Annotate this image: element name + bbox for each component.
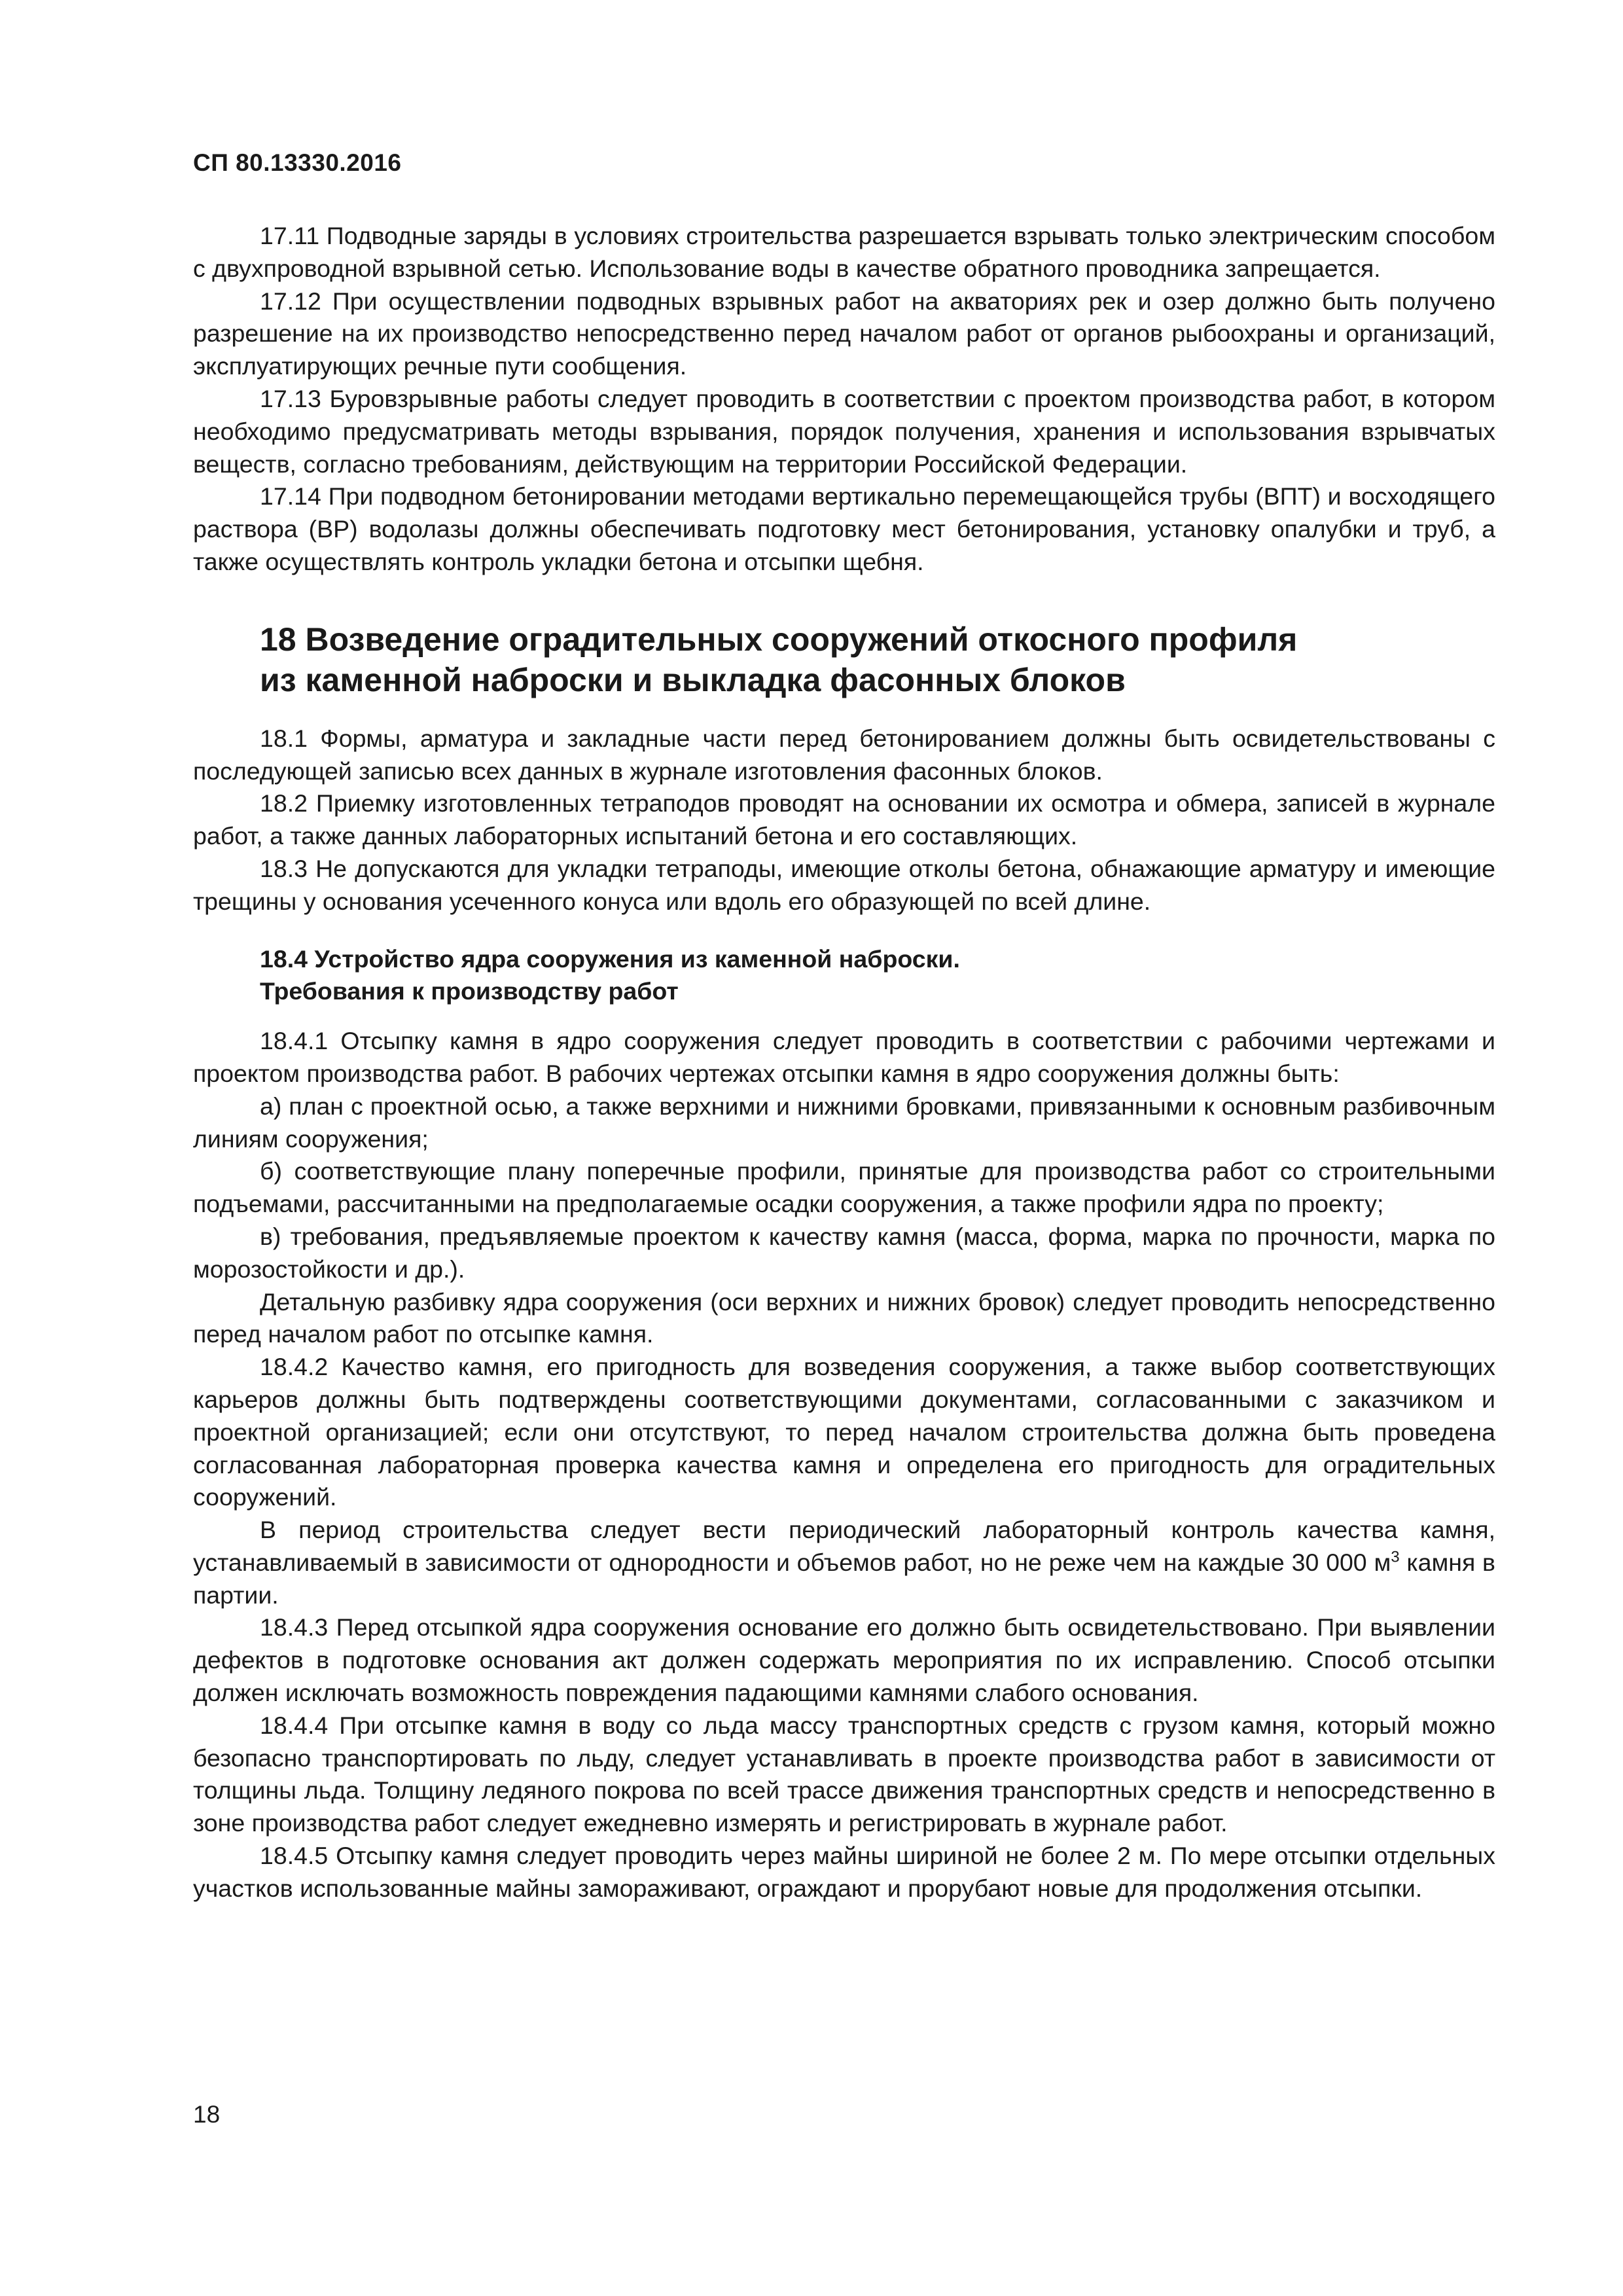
cubic-superscript: 3 <box>1391 1548 1400 1566</box>
paragraph-18-4-5: 18.4.5 Отсыпку камня следует проводить через майны шириной не более 2 м. По мере отсыпки отдельных участков использованные майны замораживают, ограждают и прорубают новые для продолжения отсыпки. <box>193 1842 1495 1902</box>
section-18-title <box>193 619 1495 700</box>
document-page <box>193 0 1495 2296</box>
page-number: 18 <box>193 2101 221 2128</box>
list-item-v: в) требования, предъявляемые проектом к качеству камня (масса, форма, марка по прочности, марка по морозостойкости и др.). <box>193 1222 1495 1283</box>
section-18-title-line2: из каменной наброски и выкладка фасонных блоков <box>260 661 1126 698</box>
paragraph-18-4-2: 18.4.2 Качество камня, его пригодность для возведения сооружения, а также выбор соответствующих карьеров должны быть подтверждены соответствующими документами, согласованными с заказчиком и проектной организацией; если они отсутствуют, то перед началом строительства должна быть проведена согласованная лабораторная проверка качества камня и определена его пригодность для оградительных сооружений. <box>193 1353 1495 1511</box>
subsection-18-4-title-line2: Требования к производству работ <box>260 977 679 1005</box>
document-content <box>193 220 1495 1905</box>
section-18-title-line1: 18 Возведение оградительных сооружений откосного профиля <box>260 620 1298 658</box>
paragraph-periodic-control <box>193 1514 1495 1611</box>
paragraph-18-4-1: 18.4.1 Отсыпку камня в ядро сооружения следует проводить в соответствии с рабочими чертежами и проектом производства работ. В рабочих чертежах отсыпки камня в ядро сооружения должны быть: <box>193 1027 1495 1087</box>
paragraph-17-13: 17.13 Буровзрывные работы следует проводить в соответствии с проектом производства работ, в котором необходимо предусматривать методы взрывания, порядок получения, хранения и использования взрывчатых веществ, согласно требованиям, действующим на территории Российской Федерации. <box>193 384 1495 478</box>
subsection-18-4-title-line1: 18.4 Устройство ядра сооружения из каменной наброски. <box>260 944 960 973</box>
paragraph-18-3: 18.3 Не допускаются для укладки тетраподы, имеющие отколы бетона, обнажающие арматуру и имеющие трещины у основания усеченного конуса или вдоль его образующей по всей длине. <box>193 854 1495 915</box>
paragraph-18-4-3: 18.4.3 Перед отсыпкой ядра сооружения основание его должно быть освидетельствовано. При выявлении дефектов в подготовке основания акт должен содержать мероприятия по их исправлению. Способ отсыпки должен исключать возможность повреждения падающими камнями слабого основания. <box>193 1613 1495 1707</box>
paragraph-18-2: 18.2 Приемку изготовленных тетраподов проводят на основании их осмотра и обмера, записей в журнале работ, а также данных лабораторных испытаний бетона и его составляющих. <box>193 789 1495 850</box>
paragraph-18-1: 18.1 Формы, арматура и закладные части перед бетонированием должны быть освидетельствованы с последующей записью всех данных в журнале изготовления фасонных блоков. <box>193 724 1495 785</box>
periodic-control-text: В период строительства следует вести периодический лабораторный контроль качества камня, устанавливаемый в зависимости от однородности и объемов работ, но не реже чем на каждые 30 000 м <box>193 1516 1495 1576</box>
paragraph-17-11: 17.11 Подводные заряды в условиях строительства разрешается взрывать только электрическим способом с двухпроводной взрывной сетью. Использование воды в качестве обратного проводника запрещается. <box>193 222 1495 282</box>
periodic-control-tail: камня в партии. <box>193 1548 1495 1609</box>
document-code: СП 80.13330.2016 <box>193 149 402 176</box>
paragraph-17-12: 17.12 При осуществлении подводных взрывных работ на акваториях рек и озер должно быть получено разрешение на их производство непосредственно перед началом работ от органов рыбоохраны и организаций, эксплуатирующих речные пути сообщения. <box>193 287 1495 380</box>
list-item-b: б) соответствующие плану поперечные профили, принятые для производства работ со строительными подъемами, рассчитанными на предполагаемые осадки сооружения, а также профили ядра по проекту; <box>193 1157 1495 1218</box>
list-item-a: а) план с проектной осью, а также верхними и нижними бровками, привязанными к основным разбивочным линиям сооружения; <box>193 1092 1495 1153</box>
subsection-18-4-title <box>193 943 1495 1009</box>
paragraph-17-14: 17.14 При подводном бетонировании методами вертикально перемещающейся трубы (ВПТ) и восходящего раствора (ВР) водолазы должны обеспечивать подготовку мест бетонирования, установку опалубки и труб, а также осуществлять контроль укладки бетона и отсыпки щебня. <box>193 482 1495 575</box>
paragraph-detailed-layout: Детальную разбивку ядра сооружения (оси верхних и нижних бровок) следует проводить непосредственно перед началом работ по отсыпке камня. <box>193 1287 1495 1348</box>
paragraph-18-4-4: 18.4.4 При отсыпке камня в воду со льда массу транспортных средств с грузом камня, который можно безопасно транспортировать по льду, следует устанавливать в проекте производства работ в зависимости от толщины льда. Толщину ледяного покрова по всей трассе движения транспортных средств и непосредственно в зоне производства работ следует ежедневно измерять и регистрировать в журнале работ. <box>193 1711 1495 1837</box>
